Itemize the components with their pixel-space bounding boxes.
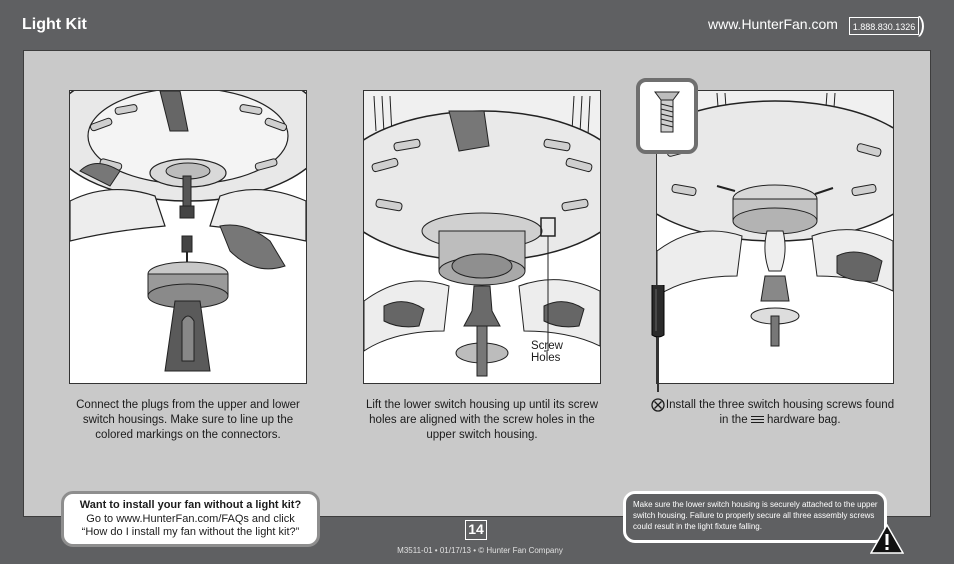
warning-callout: Make sure the lower switch housing is securely attached to the upper switch housing. Failure to properly secure all three assembly screws could result in the light fixture falling. [623,491,887,543]
screw-callout [636,78,698,154]
screw-label-line1: Screw [531,340,563,352]
header-url[interactable]: www.HunterFan.com [708,16,838,32]
step3-caption-before: Install the three switch housing screws found in the [665,399,895,426]
screw-holes-label [531,340,563,364]
screwdriver-icon [646,285,670,400]
step3-caption-after: hardware bag. [767,414,841,426]
screw-icon [640,82,694,150]
page-number: 14 [465,520,487,540]
step1-caption: Connect the plugs from the upper and lower switch housings. Make sure to line up the colored markings on the connectors. [76,399,300,441]
callout-line2: “How do I install my fan without the light kit?” [81,526,300,538]
callout-heading: Want to install your fan without a light kit? [79,499,302,511]
illustration-connect-plugs [69,90,307,384]
footer-text: M3511-01 • 01/17/13 • © Hunter Fan Company [397,546,563,555]
step2-caption: Lift the lower switch housing up until its screw holes are aligned with the screw holes in the upper switch housing. [365,399,599,441]
hardware-bag-icon [751,416,764,424]
phone-handset-icon: ) [918,12,926,37]
step3-caption [660,398,900,428]
phone-number: 1.888.830.1326 [849,17,919,35]
screw-label-line2: Holes [531,352,561,364]
warning-icon [870,524,904,554]
header-title: Light Kit [22,16,87,33]
callout-line1: Go to www.HunterFan.com/FAQs and click [86,512,295,525]
no-light-kit-callout [61,491,320,547]
illustration-lift-housing [363,90,601,384]
